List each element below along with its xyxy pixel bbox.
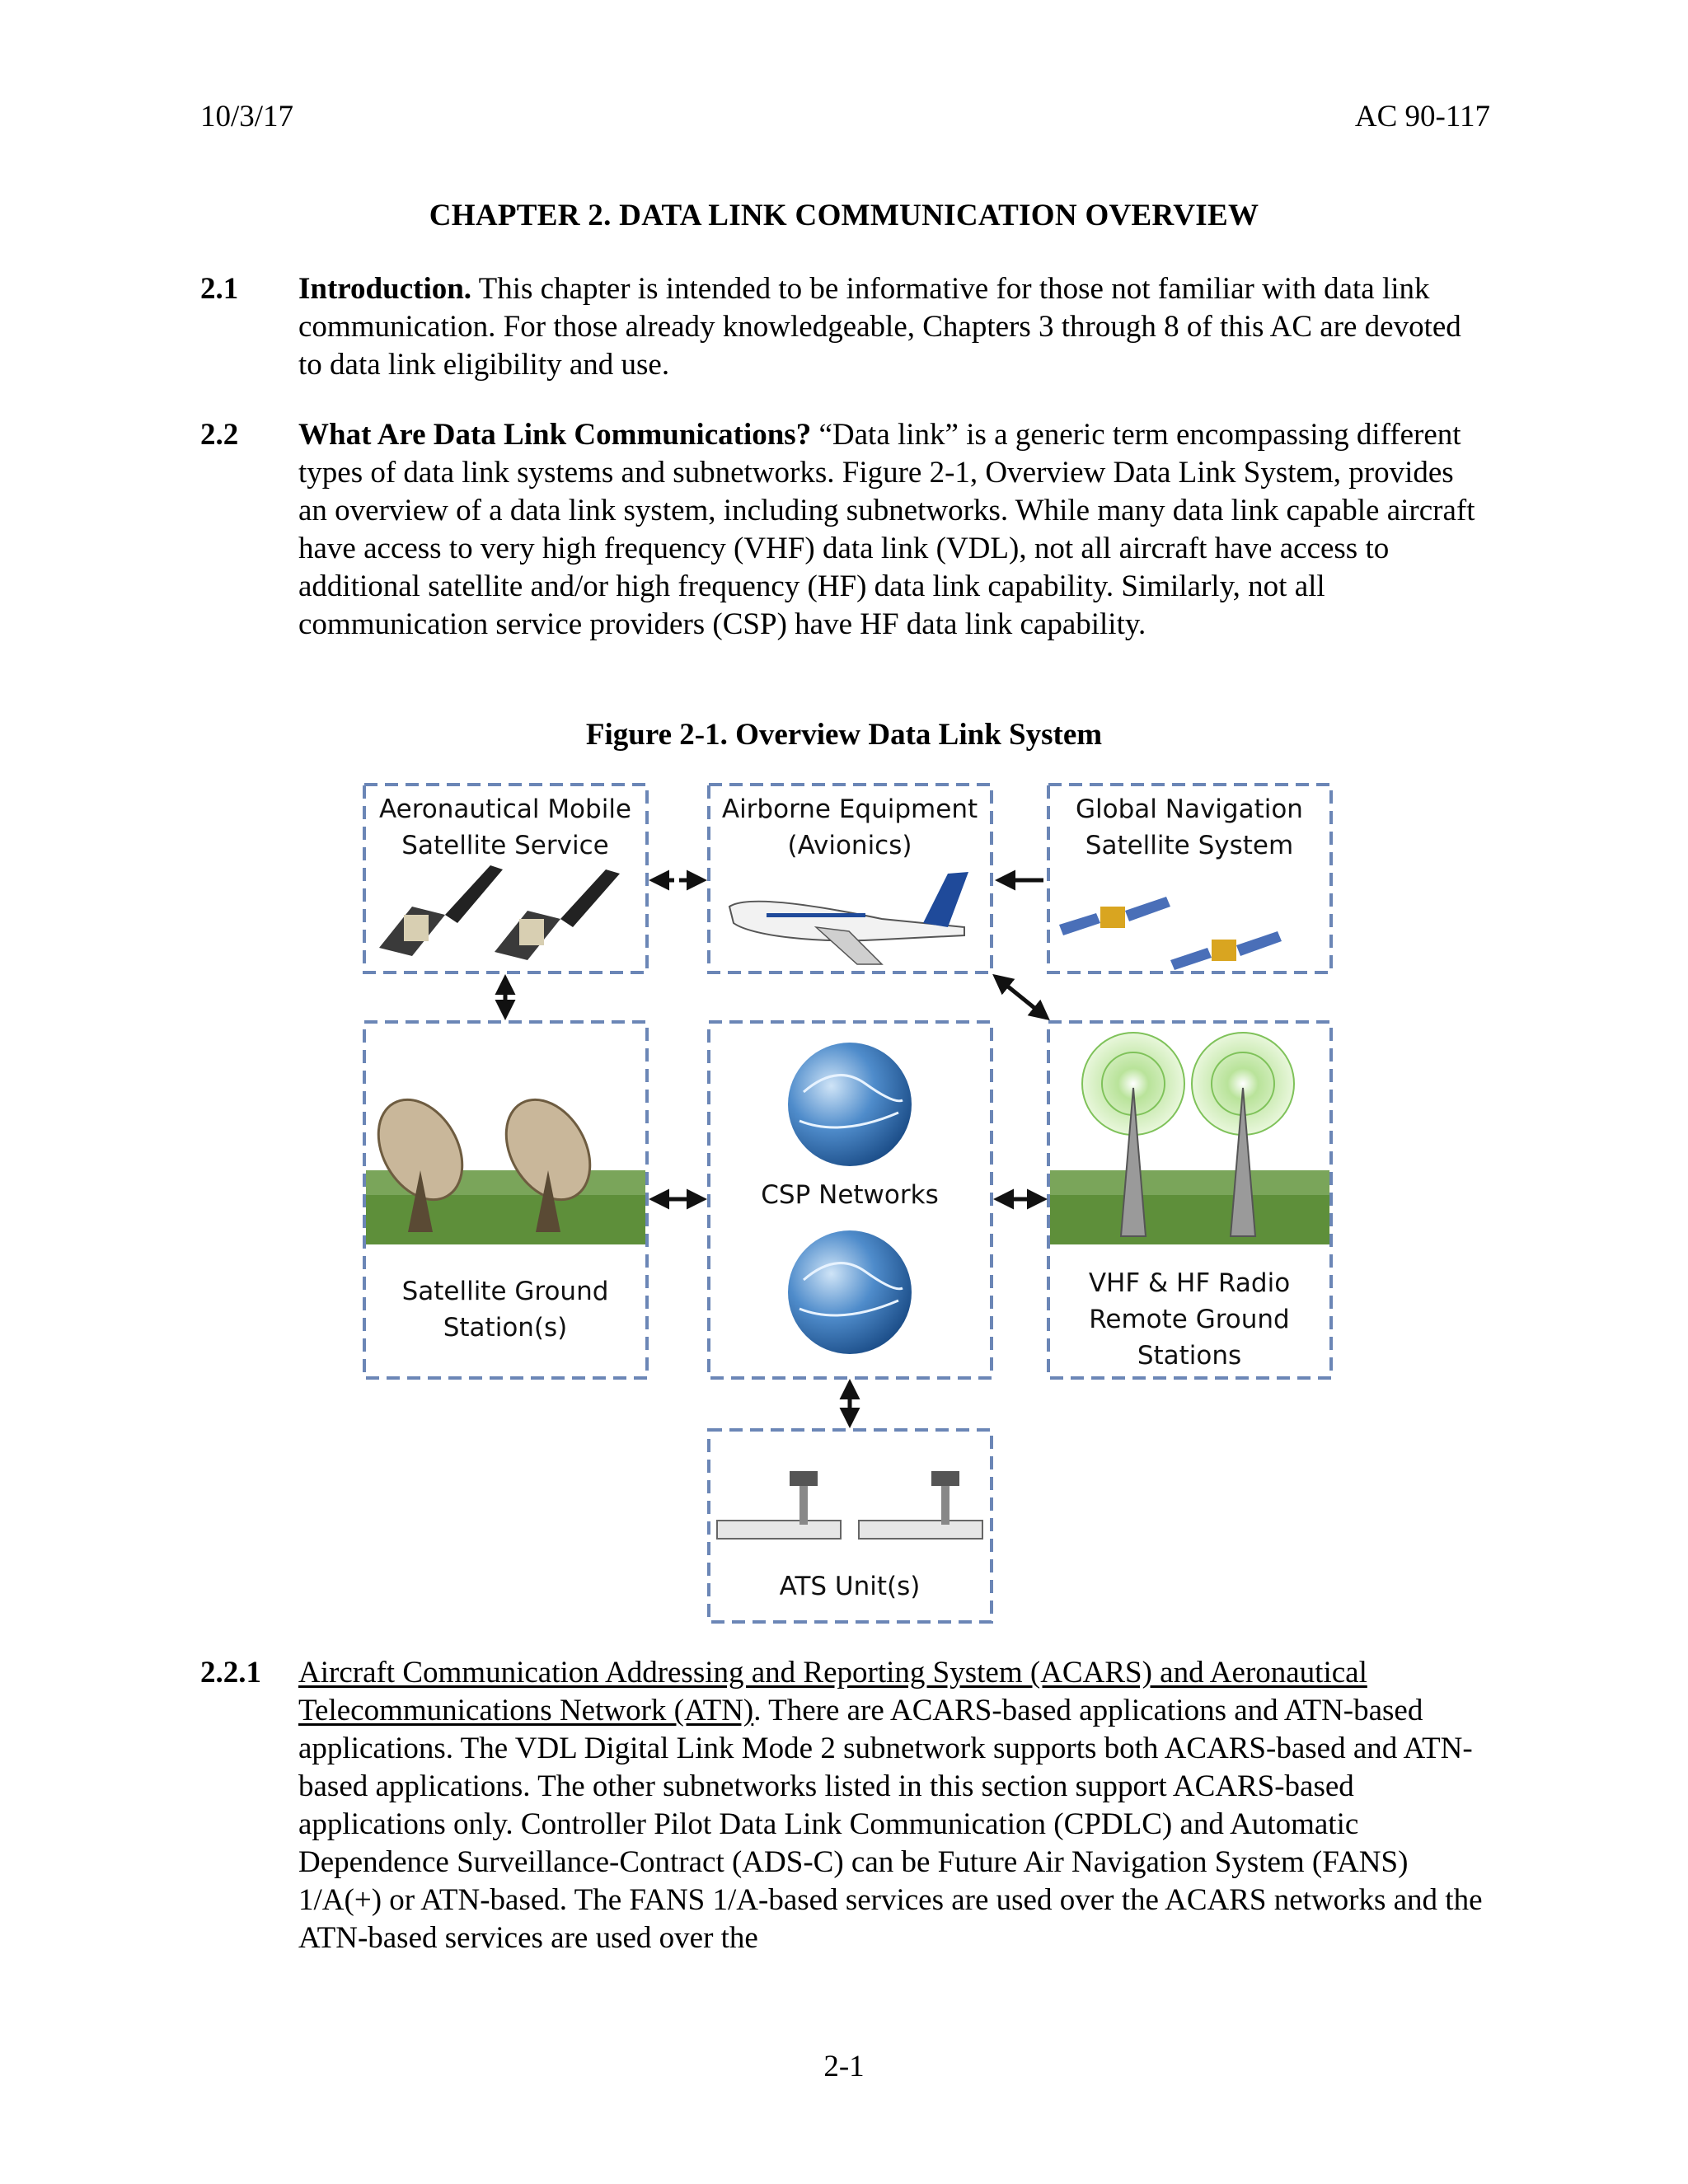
section-body (298, 1654, 1485, 1957)
box-csp-networks (709, 1022, 992, 1378)
ground-label-line-1: Satellite Ground (401, 1277, 609, 1306)
section-title: Aircraft Communication Addressing and Reporting System (ACARS) and Aeronautical Telecommunications Network (ATN) (298, 1656, 1367, 1727)
gnss-label-line-1: Global Navigation (1076, 794, 1303, 824)
gnss-label-line-2: Satellite System (1085, 831, 1294, 860)
control-tower-icon (717, 1471, 841, 1539)
amss-label-line-2: Satellite Service (401, 831, 609, 860)
avionics-label-line-1: Airborne Equipment (721, 794, 978, 824)
header-doc-id: AC 90-117 (1354, 100, 1490, 134)
amss-label-line-1: Aeronautical Mobile (378, 794, 632, 824)
csp-label: CSP Networks (761, 1180, 939, 1210)
satellite-icon (379, 865, 503, 956)
box-gnss (1048, 785, 1331, 972)
section-number: 2.2.1 (200, 1656, 261, 1690)
radio-label-line-3: Stations (1137, 1341, 1242, 1371)
box-amss (364, 785, 647, 972)
radio-label-line-1: VHF & HF Radio (1088, 1268, 1291, 1298)
control-tower-icon (859, 1471, 982, 1539)
box-ats-units (709, 1430, 992, 1622)
satellite-icon (495, 869, 620, 960)
globe-icon (788, 1230, 912, 1354)
section-text: “Data link” is a generic term encompassing different types of data link systems and subnetworks. Figure 2-1, Overview Data Link System, provides an overview of a data link system, including subnetworks. While many data link capable aircraft have access to very high frequency (VHF) data link (VDL), not all aircraft have access to additional satellite and/or high frequency (HF) data link capability. Similarly, not all communication service providers (CSP) have HF data link capability. (298, 418, 1475, 641)
ats-label: ATS Unit(s) (779, 1572, 921, 1601)
section-body (298, 270, 1485, 384)
section-body (298, 416, 1485, 644)
box-radio-stations (1048, 1022, 1331, 1378)
airplane-icon (729, 872, 968, 964)
header-date: 10/3/17 (200, 100, 294, 134)
arrow-avionics-radio (996, 977, 1047, 1018)
page-number: 2-1 (823, 2050, 865, 2083)
ground-label-line-2: Station(s) (443, 1313, 568, 1343)
data-link-diagram (354, 775, 1343, 1632)
section-number: 2.1 (200, 272, 239, 306)
figure-title: Figure 2-1. Overview Data Link System (585, 718, 1103, 752)
section-title: What Are Data Link Communications? (298, 418, 812, 452)
globe-icon (788, 1043, 912, 1166)
radio-label-line-2: Remote Ground (1089, 1305, 1290, 1334)
section-number: 2.2 (200, 418, 239, 452)
chapter-title: CHAPTER 2. DATA LINK COMMUNICATION OVERVIEW (429, 199, 1259, 232)
section-text: This chapter is intended to be informative for those not familiar with data link communication. For those already knowledgeable, Chapters 3 through 8 of this AC are devoted to data link eligibility and use. (298, 272, 1461, 382)
box-avionics (709, 785, 992, 972)
gnss-satellite-icon (1170, 931, 1282, 970)
section-title: Introduction. (298, 272, 472, 306)
avionics-label-line-2: (Avionics) (787, 831, 912, 860)
gnss-satellite-icon (1059, 897, 1170, 935)
section-text: . There are ACARS-based applications and ATN-based applications. The VDL Digital Link Mode 2 subnetwork supports both ACARS-based and ATN-based applications. The other subnetworks listed in this section support ACARS-based applications only. Controller Pilot Data Link Communication (CPDLC) and Automatic Dependence Surveillance-Contract (ADS-C) can be Future Air Navigation System (FANS) 1/A(+) or ATN-based. The FANS 1/A-based services are used over the ACARS networks and the ATN-based services are used over the (298, 1694, 1483, 1955)
box-ground-station (362, 1022, 647, 1378)
